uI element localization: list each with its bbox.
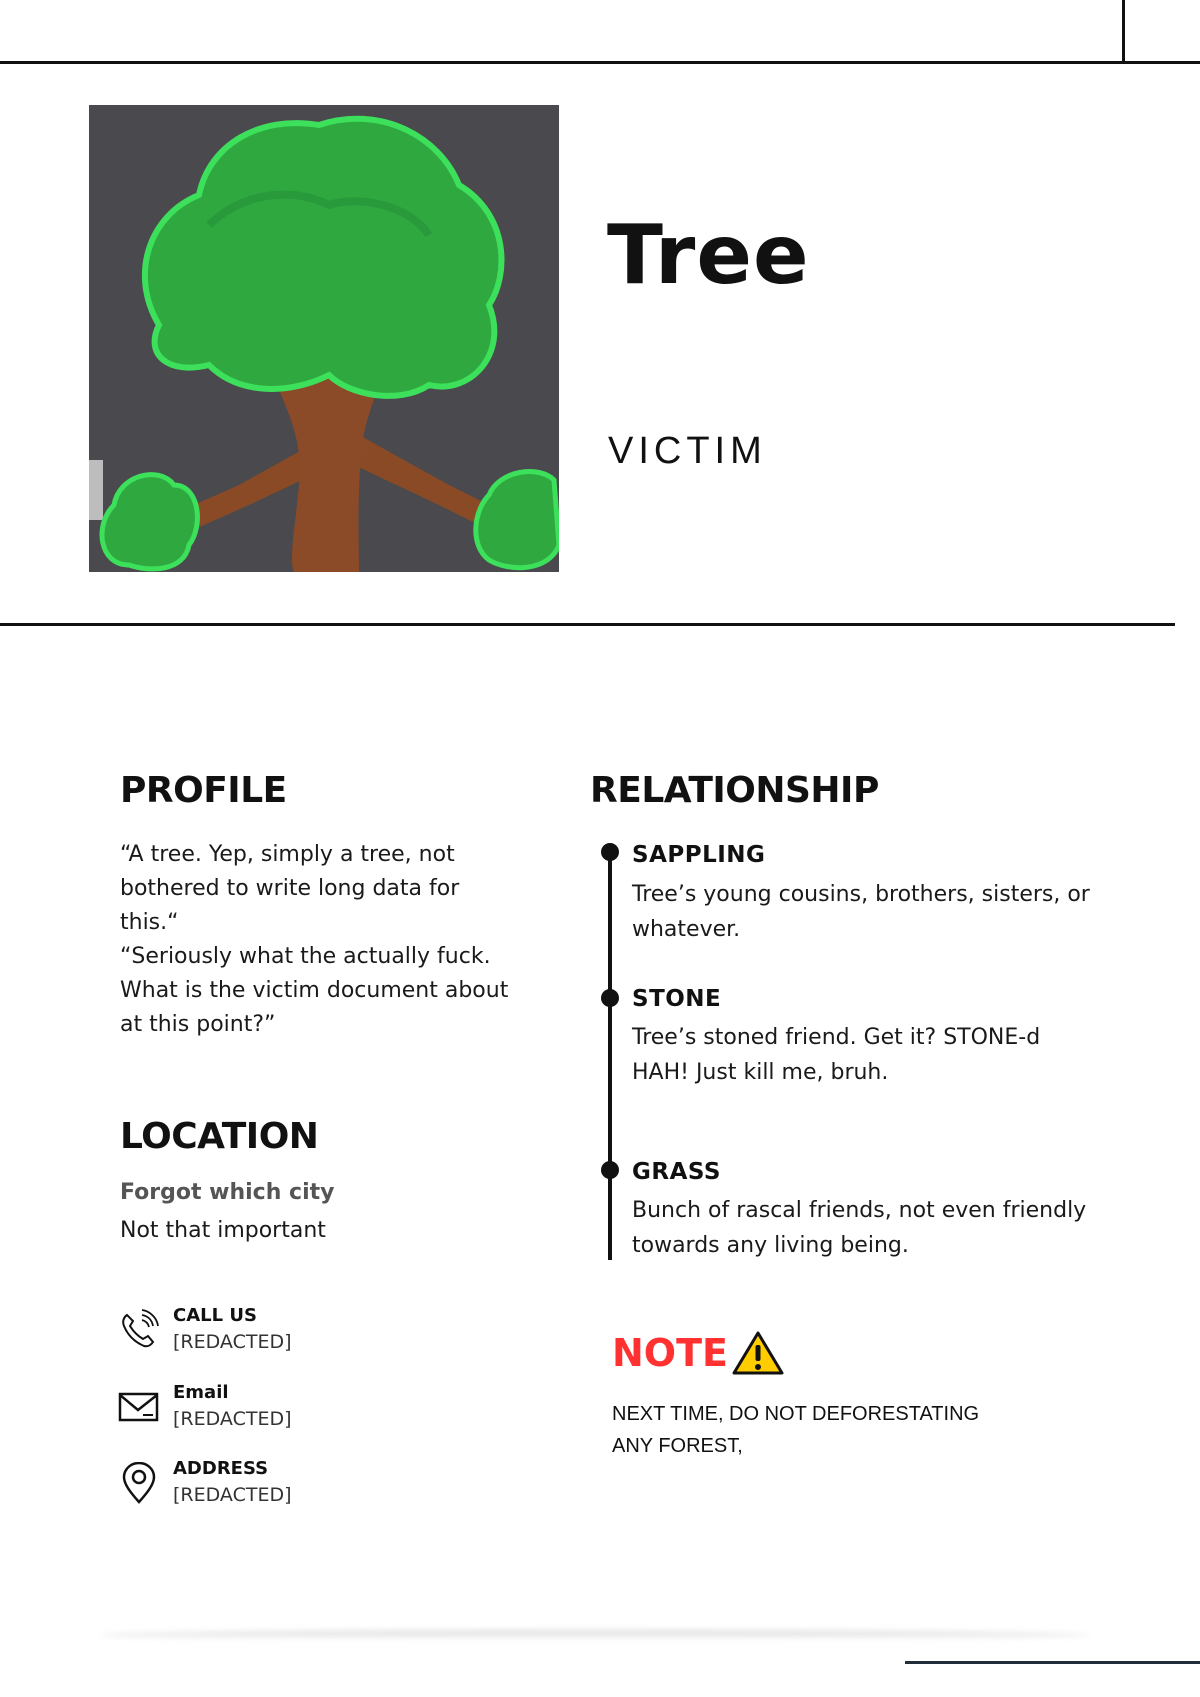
timeline-dot [601, 989, 619, 1007]
contact-call-label: CALL US [173, 1305, 257, 1326]
contact-email-label: Email [173, 1382, 229, 1403]
victim-name: Tree [607, 208, 810, 303]
contact-email [118, 1382, 418, 1442]
timeline-dot [601, 1161, 619, 1179]
note-text: NEXT TIME, DO NOT DEFORESTATING ANY FOREST, [612, 1403, 980, 1457]
top-rule [0, 61, 1200, 64]
victim-role: VICTIM [608, 430, 767, 472]
page-shadow [100, 1630, 1090, 1640]
contact-address-value: [REDACTED] [173, 1484, 292, 1506]
contact-address-label: ADDRESS [173, 1458, 269, 1479]
relationship-description: Bunch of rascal friends, not even friendly towards any living being. [632, 1198, 1087, 1258]
relationship-title: SAPPLING [632, 842, 766, 868]
location-city: Forgot which city [120, 1180, 335, 1205]
relationship-description: Tree’s young cousins, brothers, sisters, or whatever. [632, 882, 1090, 942]
profile-quote-2: “Seriously what the actually fuck. What is the victim document about at this point?” [120, 944, 509, 1037]
profile-quote-1: “A tree. Yep, simply a tree, not bothered to write long data for this.“ [120, 842, 460, 935]
location-heading: LOCATION [120, 1116, 319, 1157]
victim-portrait [89, 105, 559, 572]
mail-icon [118, 1386, 160, 1428]
timeline-dot [601, 843, 619, 861]
contact-call-value: [REDACTED] [173, 1331, 292, 1353]
relationship-title: STONE [632, 986, 722, 1012]
relationship-title: GRASS [632, 1159, 721, 1185]
header-bottom-rule [0, 623, 1175, 626]
relationship-timeline [608, 852, 612, 1260]
location-description: Not that important [120, 1218, 326, 1243]
warning-icon [732, 1330, 784, 1376]
phone-icon [118, 1309, 160, 1351]
profile-heading: PROFILE [120, 770, 287, 811]
footer-rule [905, 1661, 1200, 1664]
relationship-description: Tree’s stoned friend. Get it? STONE-d HAH! Just kill me, bruh. [632, 1025, 1041, 1085]
note-title: NOTE [612, 1331, 728, 1375]
contact-call [118, 1305, 418, 1365]
top-right-vertical-rule [1122, 0, 1125, 62]
contact-address [118, 1458, 418, 1518]
contact-email-value: [REDACTED] [173, 1408, 292, 1430]
location-pin-icon [118, 1462, 160, 1504]
relationship-heading: RELATIONSHIP [590, 770, 879, 811]
